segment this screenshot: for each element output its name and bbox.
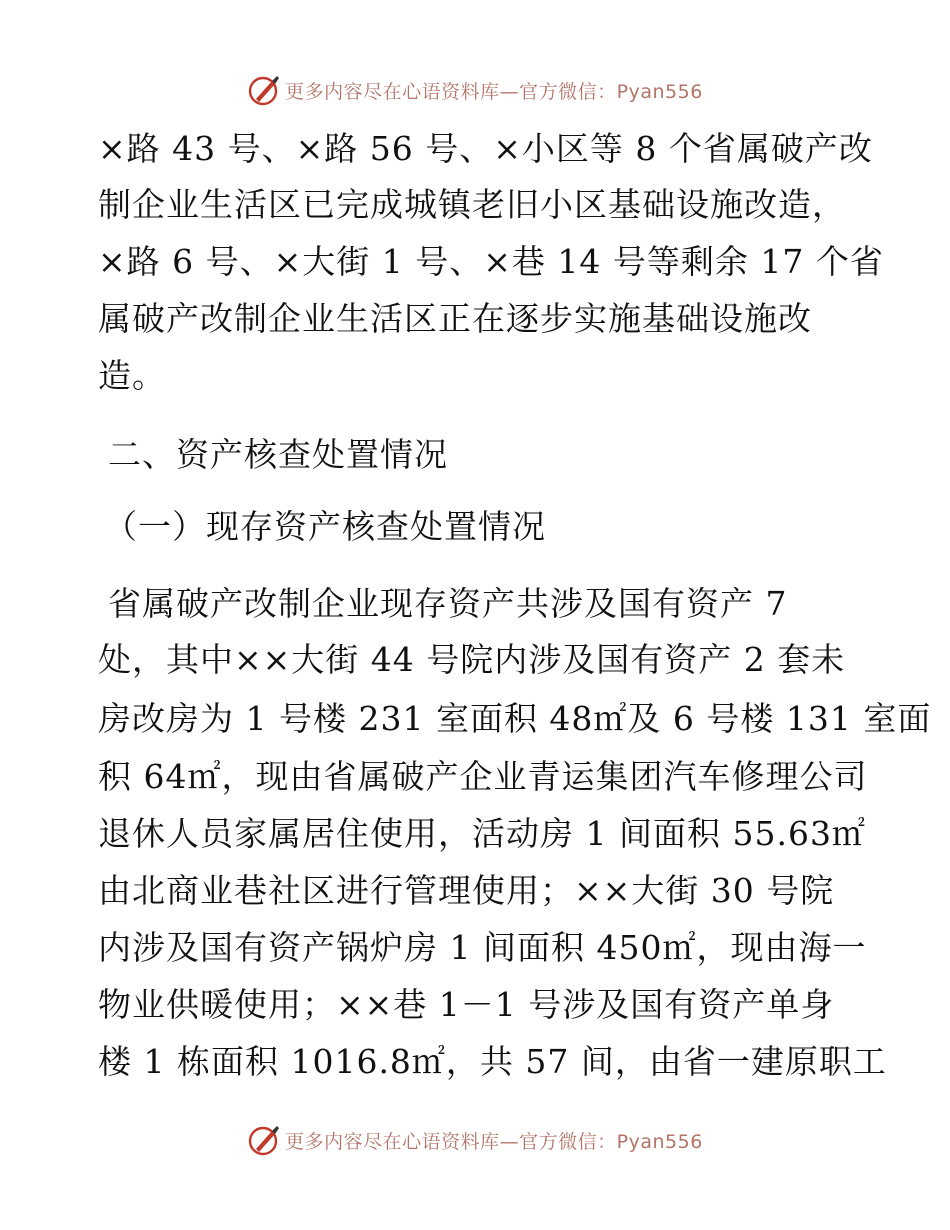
watermark-text: 更多内容尽在心语资料库—官方微信：Pyan556 [285, 80, 703, 103]
text-line: 积 64㎡，现由省属破产企业青运集团汽车修理公司 [98, 757, 868, 796]
text-line: 内涉及国有资产锅炉房 1 间面积 450㎡，现由海一 [98, 928, 867, 967]
pen-logo-icon [247, 73, 281, 107]
footer-watermark [0, 1120, 950, 1160]
text-line: 属破产改制企业生活区正在逐步实施基础设施改 [98, 299, 812, 338]
pen-logo-icon [247, 1123, 281, 1157]
header-watermark [0, 70, 950, 110]
text-line: 由北商业巷社区进行管理使用；××大街 30 号院 [98, 871, 835, 910]
text-line: 退休人员家属居住使用，活动房 1 间面积 55.63㎡ [98, 814, 866, 853]
text-line: 物业供暖使用；××巷 1－1 号涉及国有资产单身 [98, 985, 835, 1024]
text-line: 省属破产改制企业现存资产共涉及国有资产 7 [108, 584, 788, 623]
text-line: 制企业生活区已完成城镇老旧小区基础设施改造， [98, 185, 846, 224]
section-heading: 二、资产核查处置情况 [108, 435, 448, 474]
text-line: ×路 43 号、×路 56 号、×小区等 8 个省属破产改 [98, 129, 873, 168]
text-line: ×路 6 号、×大街 1 号、×巷 14 号等剩余 17 个省 [98, 242, 884, 281]
text-line: 楼 1 栋面积 1016.8㎡，共 57 间，由省一建原职工 [98, 1042, 887, 1081]
text-line: 房改房为 1 号楼 231 室面积 48㎡及 6 号楼 131 室面 [98, 699, 932, 738]
text-line: 造。 [98, 356, 166, 395]
watermark-text: 更多内容尽在心语资料库—官方微信：Pyan556 [285, 1130, 703, 1153]
text-line: 处，其中××大街 44 号院内涉及国有资产 2 套未 [98, 640, 846, 679]
subsection-heading: （一）现存资产核查处置情况 [104, 507, 546, 546]
